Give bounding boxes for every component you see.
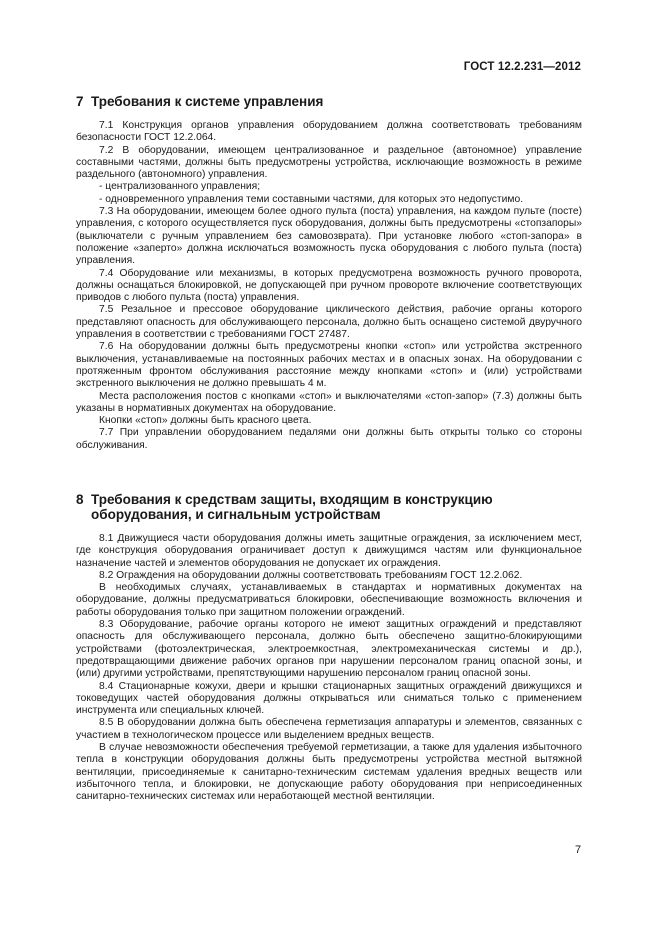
paragraph: Места расположения постов с кнопками «стоп» и выключателями «стоп-запор» (7.3) должны быть указаны в нормативных документах на оборудование. [76, 390, 582, 414]
paragraph: В случае невозможности обеспечения требуемой герметизации, а также для удаления избыточного тепла в конструкции оборудования должны быть предусмотрены устройства местной вытяжной вентиляции, присоединяемые к санитарно-техническим системам удаления вредных веществ или избыточного тепла, и блокировки, не допускающие работу оборудования при неприсоединенных санитарно-технических системах или неработающей местной вентиляции. [76, 742, 582, 803]
paragraph: В необходимых случаях, устанавливаемых в стандартах и нормативных документах на оборудование, должны предусматриваться блокировки, обеспечивающие возможность включения и работы оборудования только при защитном положении ограждений. [76, 582, 582, 618]
page-number: 7 [575, 844, 582, 856]
paragraph-8-5: 8.5 В оборудовании должна быть обеспечена герметизация аппаратуры и элементов, связанных с участием в технологическом процессе или выделением вредных веществ. [76, 717, 582, 741]
section-8 [76, 492, 582, 804]
section-title-continued: оборудования, и сигнальным устройствам [91, 507, 381, 522]
paragraph-7-1: 7.1 Конструкция органов управления оборудованием должна соответствовать требованиям безопасности ГОСТ 12.2.064. [76, 120, 582, 144]
section-number: 7 [76, 94, 84, 109]
section-7 [76, 94, 582, 452]
paragraph-8-1: 8.1 Движущиеся части оборудования должны иметь защитные ограждения, за исключением мест, где конструкция оборудования ограничивает доступ к движущимся частям или функциональное назначение частей и элементов оборудования не допускает их ограждения. [76, 533, 582, 569]
section-8-heading [76, 492, 582, 522]
paragraph-8-4: 8.4 Стационарные кожухи, двери и крышки стационарных защитных ограждений движущихся и токоведущих частей оборудования должны открываться или сниматься только с применением инструмента или специальных ключей. [76, 680, 582, 717]
document-code: ГОСТ 12.2.231—2012 [463, 61, 581, 73]
paragraph-7-5: 7.5 Резальное и прессовое оборудование циклического действия, рабочие органы которого представляют опасность для обслуживающего персонала, должно быть оснащено системой двуручного управления в соответствии с требованиями ГОСТ 27487. [76, 304, 582, 341]
section-7-heading [76, 94, 582, 109]
paragraph-7-7: 7.7 При управлении оборудованием педалями они должны быть открыты только со стороны обслуживания. [76, 427, 582, 451]
paragraph-7-3: 7.3 На оборудовании, имеющем более одного пульта (поста) управления, на каждом пульте (посте) управления, с которого осуществляется пуск оборудования, должны быть предусмотрены «стопзапоры» (выключатели с ручным управлением без самовозврата). При установке любого «стоп-запора» в положение «заперто» должна исключаться возможность пуска оборудования с любого пульта (поста) управления. [76, 206, 582, 267]
paragraph-8-3: 8.3 Оборудование, рабочие органы которого не имеют защитных ограждений и представляют опасность для обслуживающего персонала, должно быть обеспечено защитно-блокирующими устройствами (фотоэлектрическая, электроемкостная, электромеханическая системы и др.), предотвращающими движение рабочих органов при нарушении персоналом границ опасной зоны, и (или) другими устройствами, препятствующими нарушению персоналом границ опасной зоны. [76, 619, 582, 680]
paragraph-7-4: 7.4 Оборудование или механизмы, в которых предусмотрена возможность ручного проворота, должны оснащаться блокировкой, не допускающей при ручном провороте включение соответствующих приводов с любого пульта (поста) управления. [76, 267, 582, 304]
paragraph-7-6: 7.6 На оборудовании должны быть предусмотрены кнопки «стоп» или устройства экстренного выключения, устанавливаемые на постоянных рабочих местах и в опасных зонах. На оборудовании с протяженным фронтом обслуживания расстояние между кнопками «стоп» и (или) устройствами экстренного выключения не должно превышать 4 м. [76, 341, 582, 390]
paragraph-7-2: 7.2 В оборудовании, имеющем централизованное и раздельное (автономное) управление составными частями, должны быть предусмотрены устройства, исключающие возможность в режиме раздельного (автономного) управления. [76, 144, 582, 181]
section-number: 8 [76, 492, 84, 507]
section-title: Требования к системе управления [91, 94, 324, 109]
paragraph: Кнопки «стоп» должны быть красного цвета. [99, 415, 312, 427]
section-title: Требования к средствам защиты, входящим в конструкцию [91, 492, 493, 507]
paragraph-8-2: 8.2 Ограждения на оборудовании должны соответствовать требованиям ГОСТ 12.2.062. [99, 569, 523, 581]
list-item: - централизованного управления; [99, 181, 261, 193]
list-item: - одновременного управления теми составными частями, для которых это недопустимо. [99, 193, 524, 205]
